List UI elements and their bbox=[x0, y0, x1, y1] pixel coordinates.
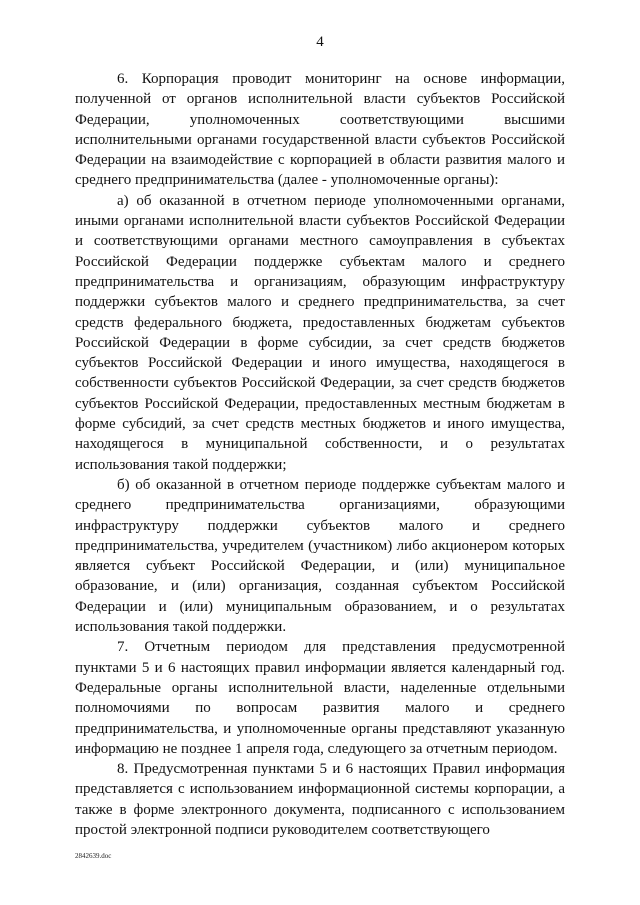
paragraph-6: 6. Корпорация проводит мониторинг на основе информации, полученной от органов исполнительной власти субъектов Российской Федерации, уполномоченных соответствующими высшими исполнительными органами государственной власти субъектов Российской Федерации на взаимодействие с корпорацией в области развития малого и среднего предпринимательства (далее - уполномоченные органы): bbox=[75, 71, 565, 189]
page-number: 4 bbox=[316, 34, 324, 50]
document-body bbox=[75, 69, 565, 840]
paragraph-6a: а) об оказанной в отчетном периоде уполномоченными органами, иными органами исполнительной власти субъектов Российской Федерации и соответствующими органами местного самоуправления в субъектах Российской Федерации поддержке субъектам малого и среднего предпринимательства и организациям, образующим инфраструктуру поддержки субъектов малого и среднего предпринимательства, за счет средств федерального бюджета, предоставленных бюджетам субъектов Российской Федерации в форме субсидии, за счет средств бюджетов субъектов Российской Федерации и иного имущества, находящегося в собственности субъектов Российской Федерации, за счет средств бюджетов субъектов Российской Федерации, предоставленных местным бюджетам в форме субсидий, за счет средств местных бюджетов и иного имущества, находящегося в муниципальной собственности, и о результатах использования такой поддержки; bbox=[75, 192, 565, 473]
paragraph-7: 7. Отчетным периодом для представления предусмотренной пунктами 5 и 6 настоящих правил информации является календарный год. Федеральные органы исполнительной власти, наделенные отдельными полномочиями по вопросам развития малого и среднего предпринимательства, и уполномоченные органы представляют указанную информацию не позднее 1 апреля года, следующего за отчетным периодом. bbox=[75, 639, 565, 757]
paragraph-6b: б) об оказанной в отчетном периоде поддержке субъектам малого и среднего предпринимательства организациями, образующими инфраструктуру поддержки субъектов малого и среднего предпринимательства, учредителем (участником) либо акционером которых является субъект Российской Федерации, и (или) муниципальное образование, и (или) организация, созданная субъектом Российской Федерации и (или) муниципальным образованием, и о результатах использования такой поддержки. bbox=[75, 476, 565, 636]
paragraph-8: 8. Предусмотренная пунктами 5 и 6 настоящих Правил информация представляется с использованием информационной системы корпорации, а также в форме электронного документа, подписанного с использованием простой электронной подписи руководителем соответствующего bbox=[75, 761, 565, 838]
footer-filename: 2842639.doc bbox=[75, 852, 112, 860]
